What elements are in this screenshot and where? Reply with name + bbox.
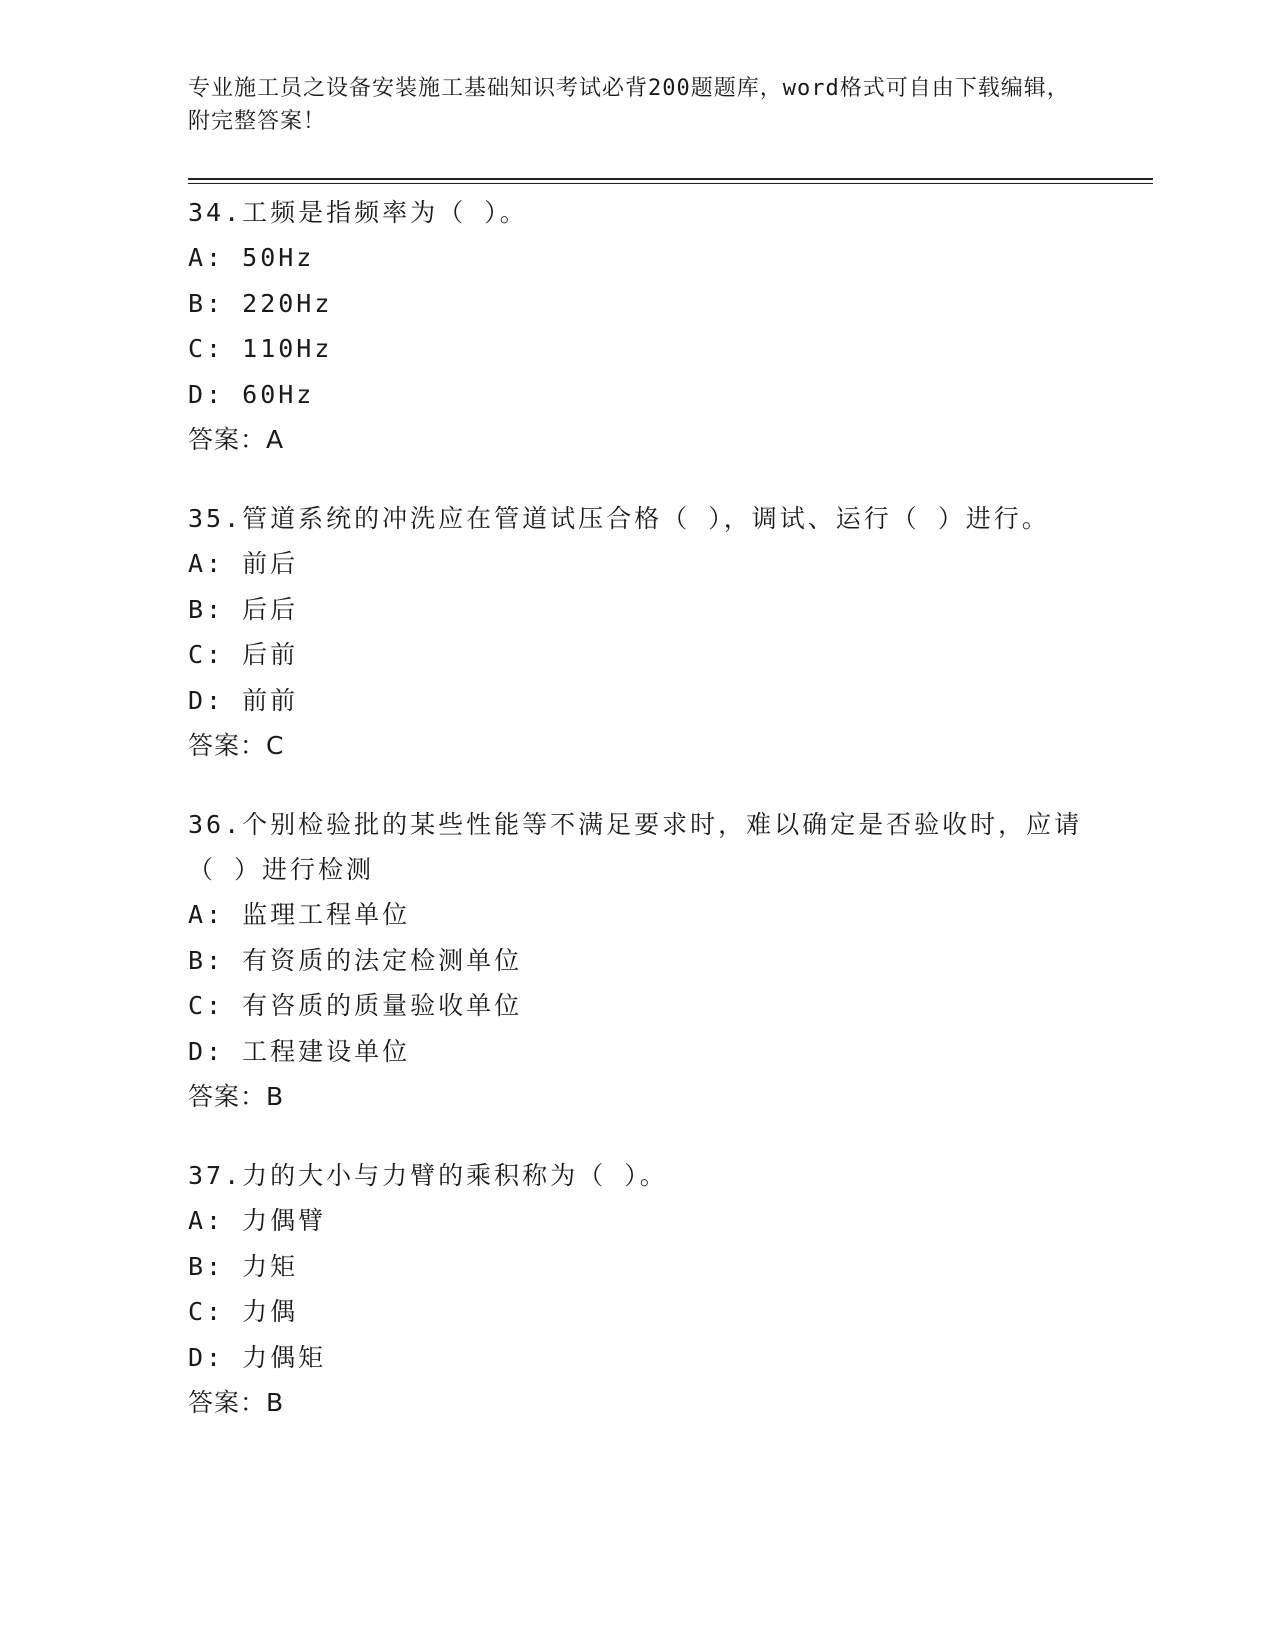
answer-label: 答案：B (188, 1388, 285, 1417)
option-c: C: 有咨质的质量验收单位 (188, 991, 523, 1020)
option-c: C: 后前 (188, 640, 299, 669)
option-a: A: 力偶臂 (188, 1206, 327, 1235)
answer-label: 答案：C (188, 731, 285, 760)
question-list (188, 190, 1088, 1459)
option-c: C: 力偶 (188, 1297, 299, 1326)
question-stem: 34.工频是指频率为（ ）。 (188, 198, 528, 227)
question-35 (188, 496, 1088, 768)
option-c: C: 110Hz (188, 334, 333, 363)
header-divider-thin (188, 183, 1153, 184)
question-stem: 36.个别检验批的某些性能等不满足要求时，难以确定是否验收时，应请（ ）进行检测 (188, 810, 1083, 884)
option-b: B: 220Hz (188, 288, 333, 318)
answer-label: 答案：B (188, 1082, 285, 1111)
question-37 (188, 1153, 1088, 1425)
option-a: A: 监理工程单位 (188, 900, 411, 929)
option-b: B: 力矩 (188, 1251, 299, 1281)
question-stem: 35.管道系统的冲洗应在管道试压合格（ ），调试、运行（ ）进行。 (188, 504, 1050, 533)
option-d: D: 工程建设单位 (188, 1036, 411, 1066)
option-d: D: 60Hz (188, 379, 315, 409)
header-divider-thick (188, 178, 1153, 180)
option-a: A: 前后 (188, 549, 299, 578)
option-a: A: 50Hz (188, 243, 315, 272)
question-stem: 37.力的大小与力臂的乘积称为（ ）。 (188, 1161, 668, 1190)
question-36 (188, 802, 1088, 1119)
option-d: D: 力偶矩 (188, 1342, 327, 1372)
question-34 (188, 190, 1088, 462)
option-b: B: 后后 (188, 594, 299, 624)
option-b: B: 有资质的法定检测单位 (188, 945, 523, 975)
answer-label: 答案：A (188, 425, 285, 454)
option-d: D: 前前 (188, 685, 299, 715)
document-header: 专业施工员之设备安装施工基础知识考试必背200题题库，word格式可自由下载编辑，附完整答案！ (188, 76, 1070, 134)
